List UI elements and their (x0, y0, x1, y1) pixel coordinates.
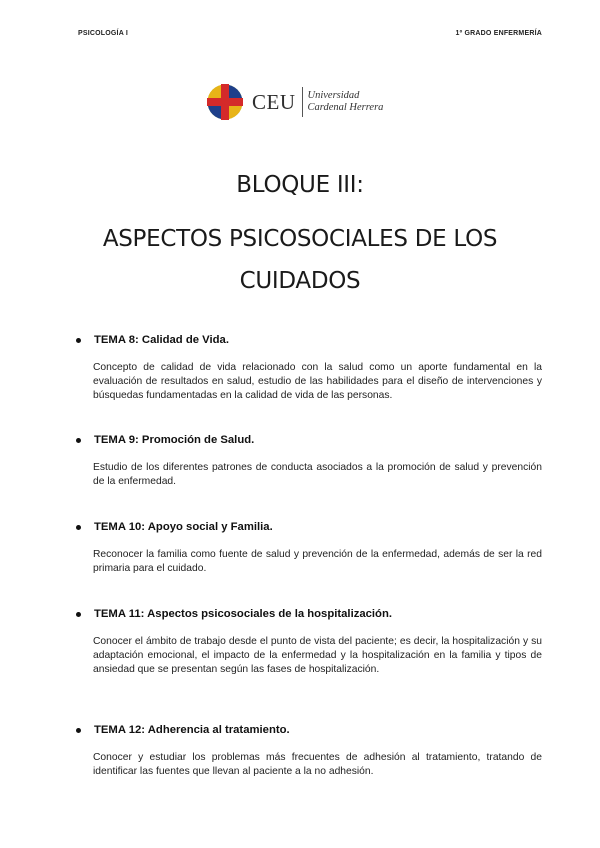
block-title: BLOQUE III: (236, 172, 364, 198)
topic-description: Conocer el ámbito de trabajo desde el punto de vista del paciente; es decir, la hospitalización y su adaptación emocional, el impacto de la enfermedad y la hospitalización en la familia y tipos de ansiedad que se presentan según las fases de hospitalización. (93, 636, 542, 675)
header-course: PSICOLOGÍA I (78, 30, 128, 37)
bullet-icon (76, 338, 81, 343)
block-subtitle-line-2: CUIDADOS (239, 268, 361, 294)
topic-description: Conocer y estudiar los problemas más frecuentes de adhesión al tratamiento, tratando de identificar las fuentes que llevan al paciente a la no adhesión. (93, 752, 542, 777)
topic-title: TEMA 11: Aspectos psicosociales de la hospitalización. (94, 608, 392, 620)
topic-description: Concepto de calidad de vida relacionado con la salud como un aporte fundamental en la evaluación de resultados en salud, estudio de las habilidades para el diseño de intervenciones y búsquedas fundamentadas en la calidad de vida de las personas. (93, 362, 542, 401)
topic-title: TEMA 10: Apoyo social y Familia. (94, 521, 273, 533)
topic-description: Reconocer la familia como fuente de salud y prevención de la enfermedad, además de ser la red primaria para el cuidado. (93, 549, 542, 574)
bullet-icon (76, 438, 81, 443)
bullet-icon (76, 525, 81, 530)
bullet-icon (76, 612, 81, 617)
topic-title: TEMA 12: Adherencia al tratamiento. (94, 724, 290, 736)
header-degree: 1º GRADO ENFERMERÍA (455, 30, 542, 37)
logo-wordmark: CEU (252, 89, 296, 114)
bullet-icon (76, 728, 81, 733)
logo-line-1: Universidad (307, 90, 360, 101)
topic-title: TEMA 8: Calidad de Vida. (94, 334, 229, 346)
logo-divider (302, 87, 303, 117)
topic-title: TEMA 9: Promoción de Salud. (94, 434, 255, 446)
topic-description: Estudio de los diferentes patrones de conducta asociados a la promoción de salud y prevención de la enfermedad. (93, 462, 542, 487)
university-logo (207, 84, 383, 120)
logo-university-name (308, 90, 384, 114)
block-subtitle-line-1: ASPECTOS PSICOSOCIALES DE LOS (102, 226, 498, 252)
logo-line-2: Cardenal Herrera (307, 102, 384, 113)
ceu-emblem-icon (207, 84, 243, 120)
